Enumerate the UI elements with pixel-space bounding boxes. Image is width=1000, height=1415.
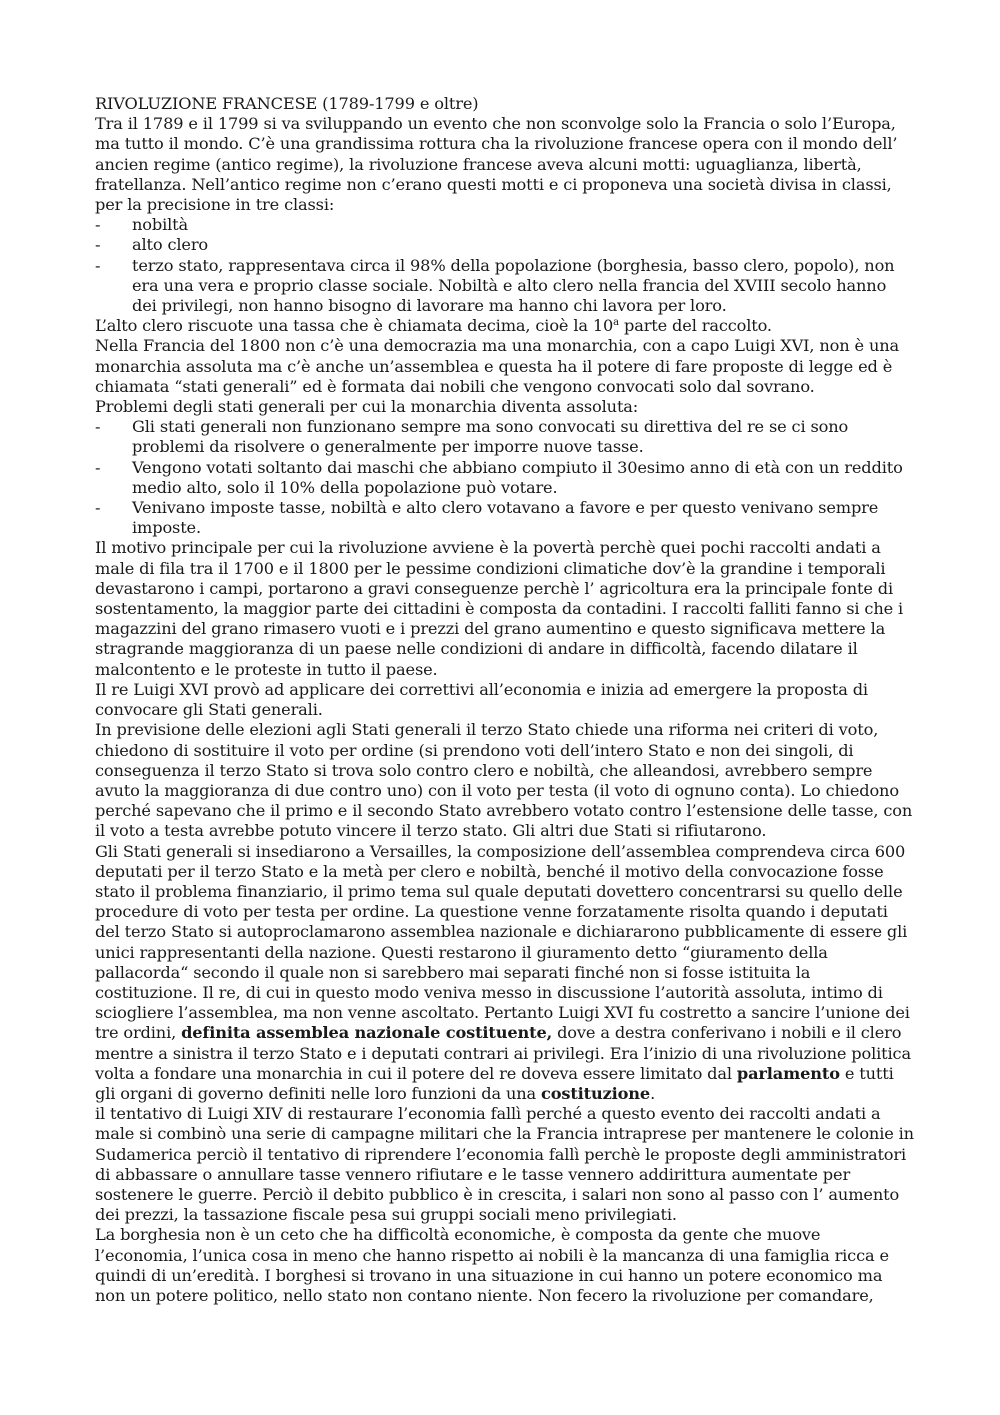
bullet-dash: - (95, 457, 101, 477)
document-title: RIVOLUZIONE FRANCESE (1789-1799 e oltre) (95, 94, 479, 113)
list-item (95, 417, 915, 457)
versailles-text-1: Gli Stati generali si insediarono a Versailles, la composizione dell’assemblea comprendeva circa 600 deputati per il terzo Stato e la metà per clero e nobiltà, benché il motivo della convocazione fosse stato il problema finanziario, il primo tema sul quale deputati dovettero concentrarsi su quello delle procedure di voto per testa per ordine. La questione venne forzatamente risolta quando i deputati del terzo Stato si autoproclamarono assemblea nazionale e dichiararono pubblicamente di essere gli unici rappresentanti della nazione. Questi restarono il giuramento detto “giuramento della pallacorda“ secondo il quale non si sarebbero mai separati finché non si fosse istituita la costituzione. Il re, di cui in questo modo veniva messo in discussione l’autorità assoluta, intimo di sciogliere l’assemblea, ma non venne ascoltato. Pertanto Luigi XVI fu costretto a sancire l’unione dei tre ordini, (95, 841, 910, 1043)
paragraph-monarchia: Nella Francia del 1800 non c’è una democrazia ma una monarchia, con a capo Luigi XVI, non è una monarchia assoluta ma c’è anche un’assemblea e questa ha il potere di fare proposte di legge ed è chiamata “stati generali” ed è formata dai nobili che vengono convocati solo dal sovrano. (95, 336, 900, 396)
list-item (95, 458, 915, 498)
paragraph-intro: Tra il 1789 e il 1799 si va sviluppando un evento che non sconvolge solo la Francia o solo l’Europa, ma tutto il mondo. C’è una grandissima rottura cha la rivoluzione francese opera con il mondo dell’ ancien regime (antico regime), la rivoluzione francese aveva alcuni motti: uguaglianza, libertà, fratellanza. Nell’antico regime non c’erano questi motti e ci proponeva una società divisa in classi, per la precisione in tre classi: (95, 114, 898, 215)
paragraph-correttivi: Il re Luigi XVI provò ad applicare dei correttivi all’economia e inizia ad emergere la proposta di convocare gli Stati generali. (95, 679, 868, 720)
bullet-dash: - (95, 255, 101, 275)
paragraph-poverta: Il motivo principale per cui la rivoluzione avviene è la povertà perchè quei pochi raccolti andati a male di fila tra il 1700 e il 1800 per le pessime condizioni climatiche dov’è la grandine i temporali devastarono i campi, portarono a gravi conseguenze perchè l’ agricoltura era la principale fonte di sostentamento, la maggior parte dei cittadini è composta da contadini. I raccolti falliti fanno si che i magazzini del grano rimasero vuoti e i prezzi del grano aumentino e questo significava mettere la stragrande maggioranza di un paese nelle condizioni di andare in difficoltà, facendo dilatare il malcontento e le proteste in tutto il paese. (95, 538, 904, 679)
list-item (95, 256, 915, 317)
list-item (95, 235, 915, 255)
classi-list (95, 215, 915, 316)
list-item-text: Venivano imposte tasse, nobiltà e alto clero votavano a favore e per questo venivano sempre imposte. (132, 498, 879, 538)
bullet-dash: - (95, 215, 101, 235)
list-item-text: Gli stati generali non funzionano sempre ma sono convocati su direttiva del re se ci sono problemi da risolvere o generalmente per imporre nuove tasse. (132, 417, 849, 457)
bullet-dash: - (95, 498, 101, 518)
paragraph-tentativo: il tentativo di Luigi XIV di restaurare l’economia fallì perché a questo evento dei raccolti andati a male si combinò una serie di campagne militari che la Francia intraprese per mantenere le colonie in Sudamerica perciò il tentativo di riprendere l’economia fallì perchè le proposte degli amministratori di abbassare o annullare tasse vennero rifiutare e le tasse vennero addirittura aumentate per sostenere le guerre. Perciò il debito pubblico è in crescita, i salari non sono al passo con l’ aumento dei prezzi, la tassazione fiscale pesa sui gruppi sociali meno privilegiati. (95, 1104, 914, 1225)
bold-costituzione: costituzione (541, 1083, 651, 1103)
paragraph-versailles (95, 842, 915, 1105)
list-item-text: terzo stato, rappresentava circa il 98% della popolazione (borghesia, basso clero, popolo), non era una vera e proprio classe sociale. Nobiltà e alto clero nella francia del XVIII secolo hanno dei privilegi, non hanno bisogno di lavorare ma hanno chi lavora per loro. (132, 255, 895, 316)
versailles-text-4: . (650, 1083, 656, 1103)
list-item-text: Vengono votati soltanto dai maschi che abbiano compiuto il 30esimo anno di età con un reddito medio alto, solo il 10% della popolazione può votare. (132, 457, 903, 497)
versailles-text-2: dove a destra conferivano i nobili e il clero mentre a sinistra il terzo Stato e i deputati contrari ai privilegi. Era l’inizio di una rivoluzione politica volta a fondare una monarchia in cui il potere del re doveva essere limitato dal (95, 1023, 911, 1083)
versailles-text-3: e tutti gli organi di governo definiti nelle loro funzioni da una (95, 1063, 894, 1103)
bold-assemblea-costituente: definita assemblea nazionale costituente, (181, 1023, 553, 1043)
list-item-text: alto clero (132, 235, 209, 255)
paragraph-borghesia: La borghesia non è un ceto che ha difficoltà economiche, è composta da gente che muove l’economia, l’unica cosa in meno che hanno rispetto ai nobili è la mancanza di una famiglia ricca e quindi di un’eredità. I borghesi si trovano in una situazione in cui hanno un potere economico ma non un potere politico, nello stato non contano niente. Non fecero la rivoluzione per comandare, (95, 1225, 889, 1305)
paragraph-problemi-intro: Problemi degli stati generali per cui la monarchia diventa assoluta: (95, 397, 639, 417)
bold-parlamento: parlamento (736, 1063, 840, 1083)
decima-text: L’alto clero riscuote una tassa che è chiamata decima, cioè la 10 (95, 316, 614, 336)
list-item (95, 215, 915, 235)
paragraph-decima (95, 316, 915, 336)
bullet-dash: - (95, 235, 101, 255)
list-item (95, 498, 915, 538)
document-page (95, 94, 915, 1306)
paragraph-elezioni: In previsione delle elezioni agli Stati generali il terzo Stato chiede una riforma nei criteri di voto, chiedono di sostituire il voto per ordine (si prendono voti dell’intero Stato e non dei singoli, di conseguenza il terzo Stato si trova solo contro clero e nobiltà, che alleandosi, avrebbero sempre avuto la maggioranza di due contro uno) con il voto per testa (il voto di ognuno conta). Lo chiedono perché sapevano che il primo e il secondo Stato avrebbero votato contro l’estensione delle tasse, con il voto a testa avrebbe potuto vincere il terzo stato. Gli altri due Stati si rifiutarono. (95, 720, 913, 841)
bullet-dash: - (95, 417, 101, 437)
problemi-list (95, 417, 915, 538)
decima-text-end: parte del raccolto. (618, 316, 772, 336)
ordinal-superscript: a (613, 317, 619, 329)
list-item-text: nobiltà (132, 215, 188, 235)
